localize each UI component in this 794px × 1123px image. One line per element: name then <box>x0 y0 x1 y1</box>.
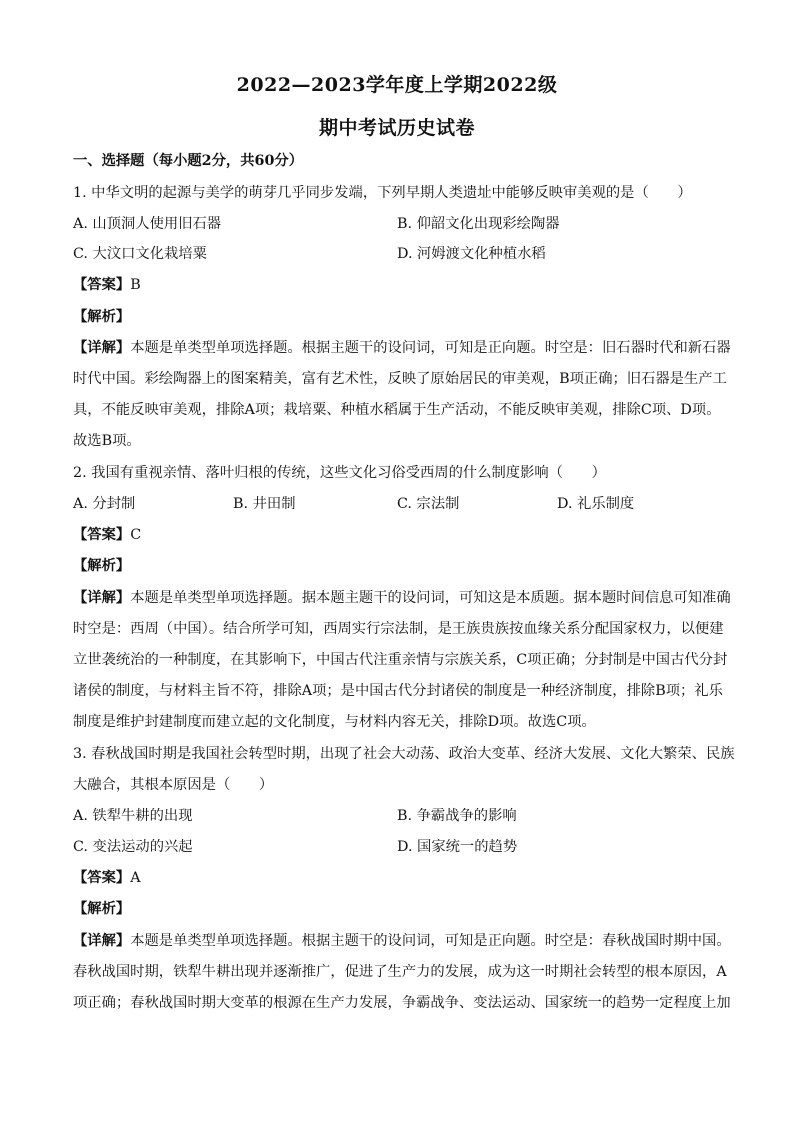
q3-detail-line: 春秋战国时期，铁犁牛耕出现并逐渐推广，促进了生产力的发展，成为这一时期社会转型的根本原因，A <box>73 964 727 980</box>
detail-text: 本题是单类型单项选择题。根据主题干的设问词，可知是正向题。时空是：春秋战国时期中国。 <box>130 933 731 949</box>
q1-analysis-tag: 【解析】 <box>73 309 131 325</box>
q2-stem: 2. 我国有重视亲情、落叶归根的传统，这些文化习俗受西周的什么制度影响（ ） <box>73 465 606 481</box>
answer-value: A <box>130 870 141 886</box>
q3-option-d: D. 国家统一的趋势 <box>397 839 518 855</box>
answer-tag: 【答案】 <box>73 277 131 293</box>
q1-detail-line: 具，不能反映审美观，排除A项；栽培粟、种植水稻属于生产活动，不能反映审美观，排除C项、D项。 <box>73 402 721 418</box>
q3-detail-line: 项正确；春秋战国时期大变革的根源在生产力发展，争霸战争、变法运动、国家统一的趋势一定程度上加 <box>73 995 731 1011</box>
q2-option-d: D. 礼乐制度 <box>557 496 635 512</box>
q3-option-b: B. 争霸战争的影响 <box>397 808 517 824</box>
q2-detail-line: 诸侯的制度，与材料主旨不符，排除A项；是中国古代分封诸侯的制度是一种经济制度，排除B项；礼乐 <box>73 683 723 699</box>
detail-tag: 【详解】 <box>73 340 131 356</box>
q2-detail-line: 制度是维护封建制度而建立起的文化制度，与材料内容无关，排除D项。故选C项。 <box>73 714 596 730</box>
q1-detail-line <box>73 339 731 357</box>
q2-option-b: B. 井田制 <box>233 496 296 512</box>
q1-option-d: D. 河姆渡文化种植水稻 <box>397 246 546 262</box>
q1-option-a: A. 山顶洞人使用旧石器 <box>73 216 222 232</box>
q1-stem: 1. 中华文明的起源与美学的萌芽几乎同步发端，下列早期人类遗址中能够反映审美观的是（ ） <box>73 185 692 201</box>
q3-detail-line <box>73 932 731 950</box>
q2-detail-line: 时空是：西周（中国）。结合所学可知，西周实行宗法制，是王族贵族按血缘关系分配国家权力，以便建 <box>73 621 724 637</box>
q2-detail-line <box>73 589 731 607</box>
q2-option-a: A. 分封制 <box>73 496 136 512</box>
detail-tag: 【详解】 <box>73 933 131 949</box>
q3-option-a: A. 铁犁牛耕的出现 <box>73 808 193 824</box>
section-heading: 一、选择题（每小题2分，共60分） <box>73 153 303 169</box>
q1-detail-line: 故选B项。 <box>73 433 141 449</box>
detail-text: 本题是单类型单项选择题。根据主题干的设问词，可知是正向题。时空是：旧石器时代和新石器 <box>130 340 731 356</box>
q2-answer <box>73 526 141 544</box>
q3-analysis-tag: 【解析】 <box>73 901 131 917</box>
q2-detail-line: 立世袭统治的一种制度，在其影响下，中国古代注重亲情与宗族关系，C项正确；分封制是中国古代分封 <box>73 652 728 668</box>
q3-answer <box>73 869 141 887</box>
q3-stem: 大融合，其根本原因是（ ） <box>73 777 274 793</box>
detail-tag: 【详解】 <box>73 590 131 606</box>
answer-value: B <box>130 277 141 293</box>
exam-subtitle: 期中考试历史试卷 <box>318 117 475 139</box>
answer-tag: 【答案】 <box>73 527 131 543</box>
q1-detail-line: 时代中国。彩绘陶器上的图案精美，富有艺术性，反映了原始居民的审美观，B项正确；旧石器是生产工 <box>73 371 727 387</box>
q1-option-b: B. 仰韶文化出现彩绘陶器 <box>397 216 560 232</box>
exam-title: 2022—2023学年度上学期2022级 <box>236 74 558 96</box>
q2-option-c: C. 宗法制 <box>397 496 460 512</box>
detail-text: 本题是单类型单项选择题。据本题主题干的设问词，可知这是本质题。据本题时间信息可知准确 <box>130 590 731 606</box>
answer-value: C <box>130 527 142 543</box>
answer-tag: 【答案】 <box>73 870 131 886</box>
q3-stem: 3. 春秋战国时期是我国社会转型时期，出现了社会大动荡、政治大变革、经济大发展、文化大繁荣、民族 <box>73 746 735 762</box>
q1-option-c: C. 大汶口文化栽培粟 <box>73 246 207 262</box>
q1-answer <box>73 276 141 294</box>
q2-analysis-tag: 【解析】 <box>73 558 131 574</box>
q3-option-c: C. 变法运动的兴起 <box>73 839 193 855</box>
